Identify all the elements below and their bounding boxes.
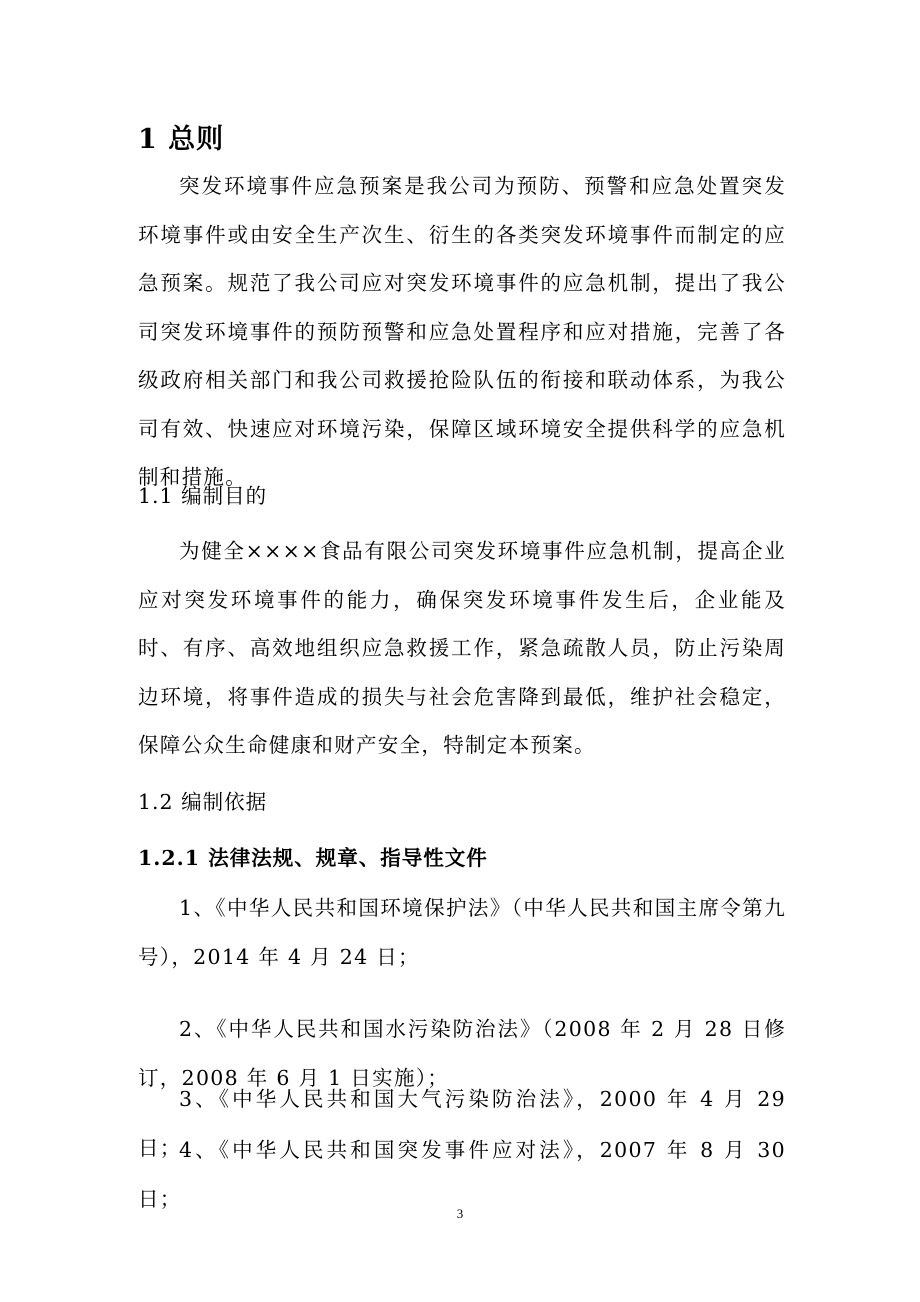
list-item: 2、《中华人民共和国水污染防治法》（2008 年 2 月 28 日修订，2008 年 6 月 1 日实施）； (138, 1017, 786, 1090)
list-item: 3、《中华人民共和国大气污染防治法》，2000 年 4 月 29 日； (138, 1087, 786, 1160)
section-heading-1-2: 1.2 编制依据 (138, 790, 268, 814)
intro-paragraph: 突发环境事件应急预案是我公司为预防、预警和应急处置突发环境事件或由安全生产次生、衍生的各类突发环境事件而制定的应急预案。规范了我公司应对突发环境事件的应急机制，提出了我公司突发环境事件的预防预警和应急处置程序和应对措施，完善了各级政府相关部门和我公司救援抢险队伍的衔接和联动体系，为我公司有效、快速应对环境污染，保障区域环境安全提供科学的应急机制和措施。 (138, 174, 786, 489)
page-number: 3 (456, 1206, 464, 1221)
section-heading-1-1: 1.1 编制目的 (138, 484, 268, 508)
purpose-paragraph: 为健全××××食品有限公司突发环境事件应急机制，提高企业应对突发环境事件的能力，确保突发环境事件发生后，企业能及时、有序、高效地组织应急救援工作，紧急疏散人员，防止污染周边环境，将事件造成的损失与社会危害降到最低，维护社会稳定，保障公众生命健康和财产安全，特制定本预案。 (138, 539, 786, 757)
subsection-heading-1-2-1: 1.2.1 法律法规、规章、指导性文件 (138, 846, 488, 870)
list-item: 1、《中华人民共和国环境保护法》（中华人民共和国主席令第九号），2014 年 4 月 24 日； (138, 896, 786, 969)
list-item: 4、《中华人民共和国突发事件应对法》，2007 年 8 月 30 日； (138, 1138, 786, 1211)
chapter-heading: 1 总则 (138, 124, 225, 155)
